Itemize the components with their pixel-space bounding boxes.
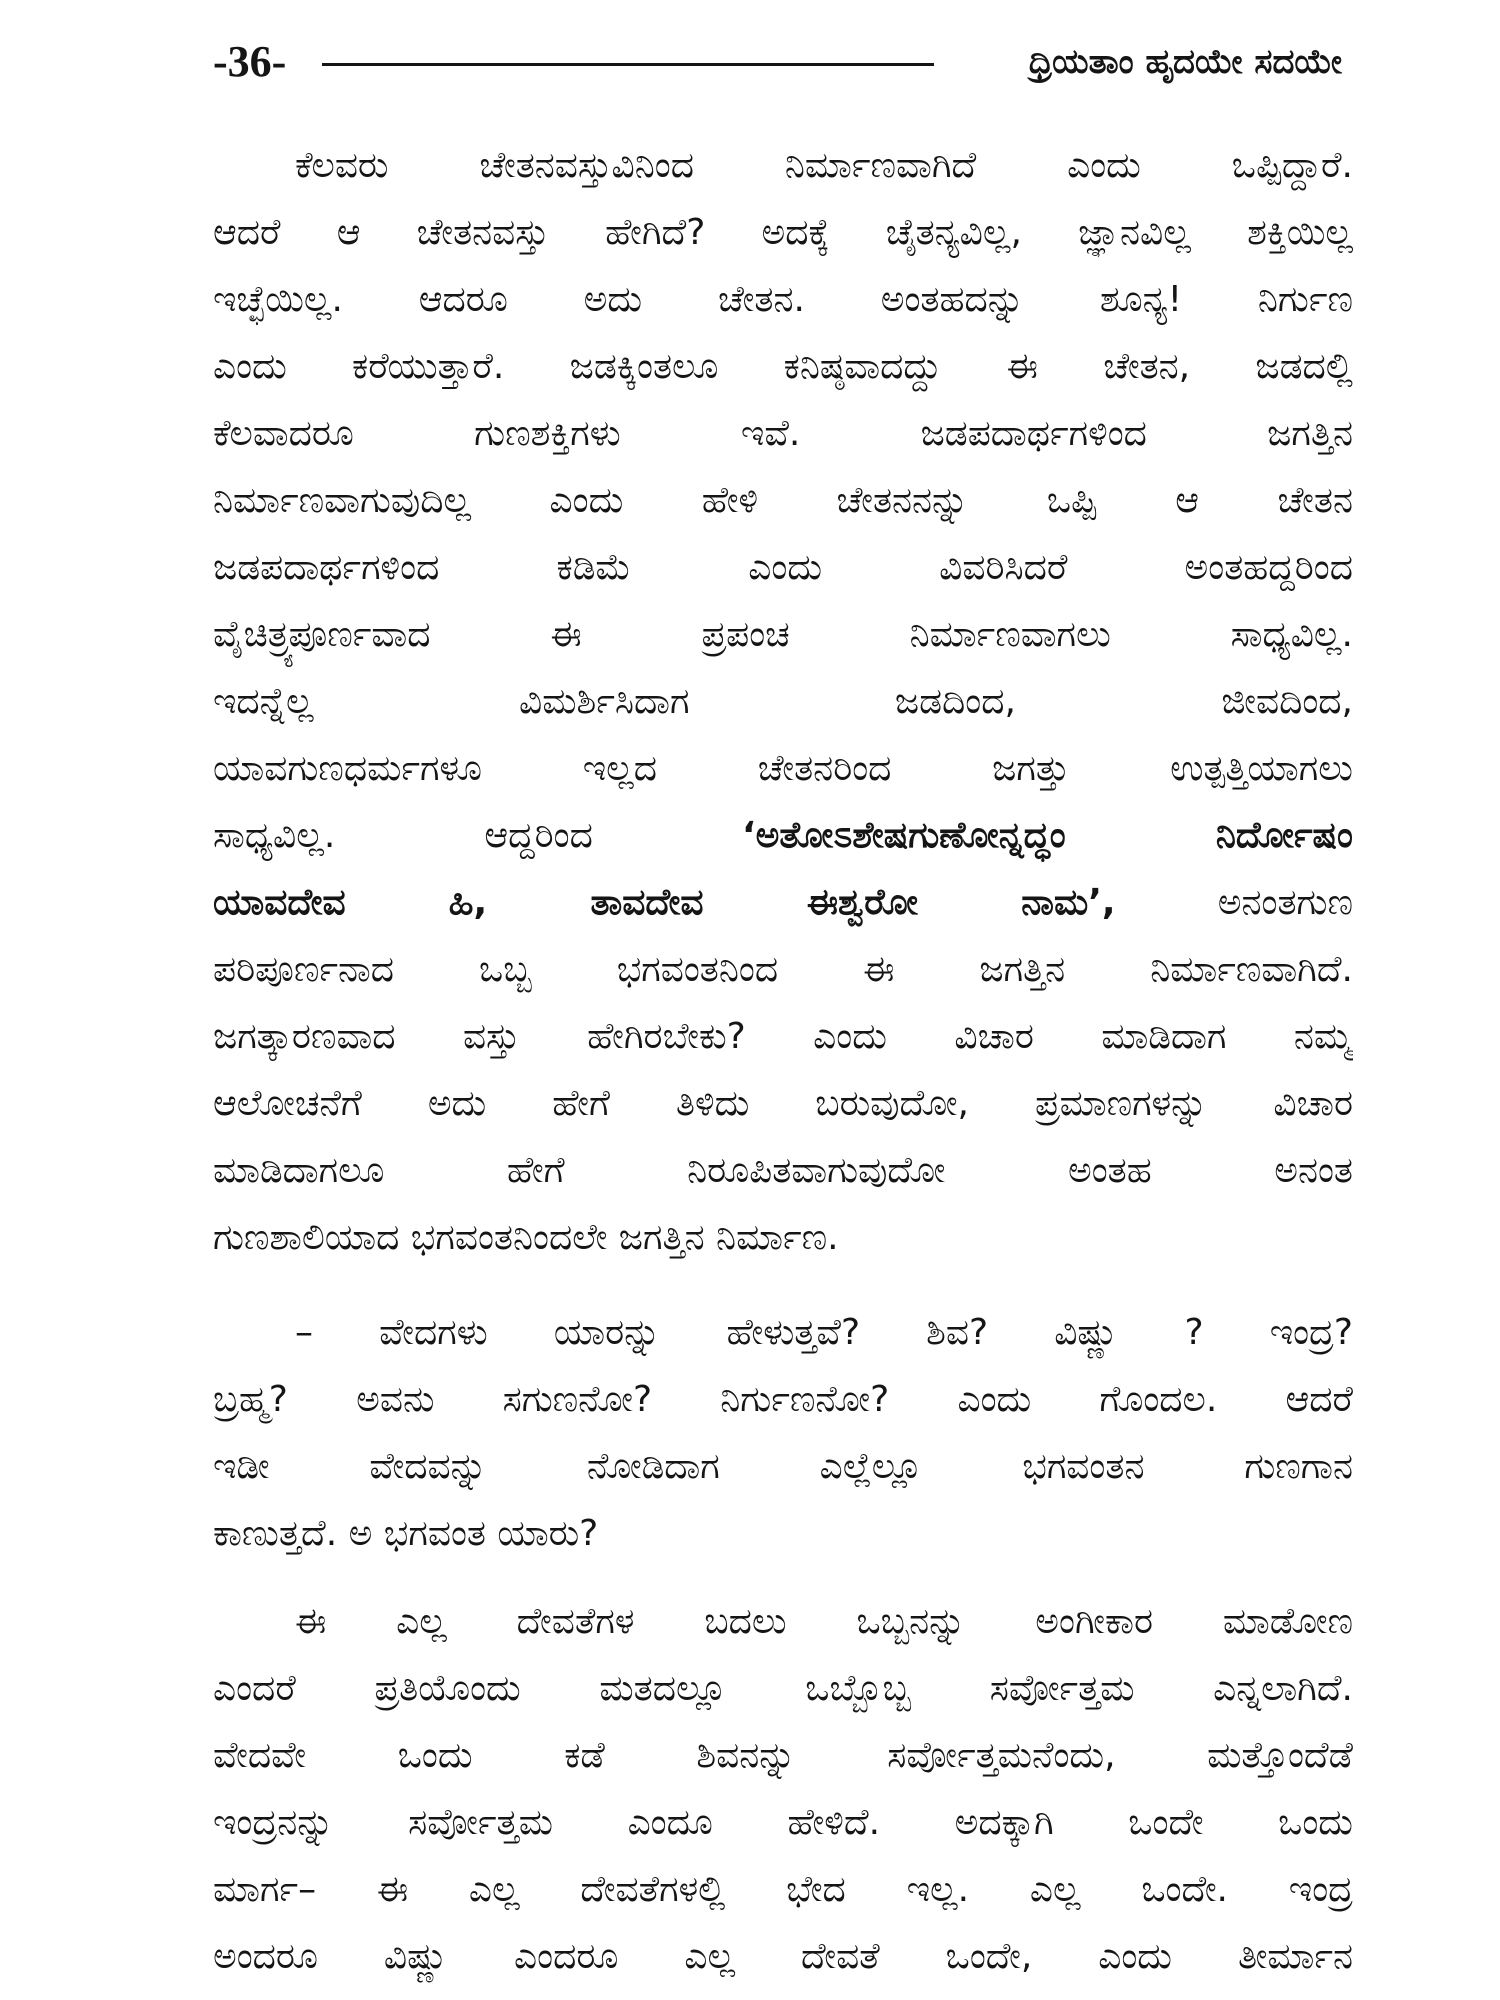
- text-line: ಆಲೋಚನೆಗೆ ಅದು ಹೇಗೆ ತಿಳಿದು ಬರುವುದೋ, ಪ್ರಮಾಣಗಳನ್ನು ವಿಚಾರ: [213, 1083, 1353, 1124]
- text-line: ಜಡಪದಾರ್ಥಗಳಿಂದ ಕಡಿಮೆ ಎಂದು ವಿವರಿಸಿದರೆ ಅಂತಹದ್ದರಿಂದ: [213, 547, 1353, 588]
- text-line: ಆದರೆ ಆ ಚೇತನವಸ್ತು ಹೇಗಿದೆ? ಅದಕ್ಕೆ ಚೈತನ್ಯವಿಲ್ಲ, ಜ್ಞಾನವಿಲ್ಲ ಶಕ್ತಿಯಿಲ್ಲ: [213, 212, 1353, 253]
- line-text: ಸಾಧ್ಯವಿಲ್ಲ. ಆದ್ದರಿಂದ: [213, 815, 593, 856]
- text-line: ಯಾವಗುಣಧರ್ಮಗಳೂ ಇಲ್ಲದ ಚೇತನರಿಂದ ಜಗತ್ತು ಉತ್ಪತ್ತಿಯಾಗಲು: [213, 748, 1353, 789]
- text-line: ಈ ಎಲ್ಲ ದೇವತೆಗಳ ಬದಲು ಒಬ್ಬನನ್ನು ಅಂಗೀಕಾರ ಮಾಡೋಣ: [295, 1601, 1353, 1642]
- text-line: ವೇದವೇ ಒಂದು ಕಡೆ ಶಿವನನ್ನು ಸರ್ವೋತ್ತಮನೆಂದು, ಮತ್ತೊಂದೆಡೆ: [213, 1735, 1353, 1776]
- text-line: ಬ್ರಹ್ಮ? ಅವನು ಸಗುಣನೋ? ನಿರ್ಗುಣನೋ? ಎಂದು ಗೊಂದಲ. ಆದರೆ: [213, 1379, 1353, 1420]
- text-line: ಪರಿಪೂರ್ಣನಾದ ಒಬ್ಬ ಭಗವಂತನಿಂದ ಈ ಜಗತ್ತಿನ ನಿರ್ಮಾಣವಾಗಿದೆ.: [213, 949, 1353, 990]
- header-rule: [322, 63, 934, 66]
- text-line: ವೈಚಿತ್ರ್ಯಪೂರ್ಣವಾದ ಈ ಪ್ರಪಂಚ ನಿರ್ಮಾಣವಾಗಲು ಸಾಧ್ಯವಿಲ್ಲ.: [213, 614, 1353, 655]
- text-line: ಮಾಡಿದಾಗಲೂ ಹೇಗೆ ನಿರೂಪಿತವಾಗುವುದೋ ಅಂತಹ ಅನಂತ: [213, 1150, 1353, 1191]
- page-number: -36-: [213, 37, 287, 86]
- text-line: ಇಡೀ ವೇದವನ್ನು ನೋಡಿದಾಗ ಎಲ್ಲೆಲ್ಲೂ ಭಗವಂತನ ಗುಣಗಾನ: [213, 1446, 1353, 1487]
- paragraph: [213, 132, 1353, 1271]
- text-line: ಎಂದರೆ ಪ್ರತಿಯೊಂದು ಮತದಲ್ಲೂ ಒಬ್ಬೊಬ್ಬ ಸರ್ವೋತ್ತಮ ಎನ್ನಲಾಗಿದೆ.: [213, 1668, 1353, 1709]
- running-title: ಧ್ರಿಯತಾಂ ಹೃದಯೇ ಸದಯೇ: [1028, 42, 1342, 82]
- bold-sanskrit-quote: ‘ಅತೋಽಶೇಷಗುಣೋನ್ನದ್ಧಂ ನಿರ್ದೋಷಂ: [741, 815, 1353, 856]
- text-line: [213, 869, 1353, 936]
- text-line: ಎಂದು ಕರೆಯುತ್ತಾರೆ. ಜಡಕ್ಕಿಂತಲೂ ಕನಿಷ್ಠವಾದದ್ದು ಈ ಚೇತನ, ಜಡದಲ್ಲಿ: [213, 346, 1353, 387]
- paragraph: [213, 1299, 1353, 1567]
- text-line: ಇಂದ್ರನನ್ನು ಸರ್ವೋತ್ತಮ ಎಂದೂ ಹೇಳಿದೆ. ಅದಕ್ಕಾಗಿ ಒಂದೇ ಒಂದು: [213, 1802, 1353, 1843]
- text-line: ಇಚ್ಛೆಯಿಲ್ಲ. ಆದರೂ ಅದು ಚೇತನ. ಅಂತಹದನ್ನು ಶೂನ್ಯ! ನಿರ್ಗುಣ: [213, 279, 1353, 320]
- text-line: ಕೆಲವರು ಚೇತನವಸ್ತುವಿನಿಂದ ನಿರ್ಮಾಣವಾಗಿದೆ ಎಂದು ಒಪ್ಪಿದ್ದಾರೆ.: [295, 145, 1353, 186]
- paragraph: [213, 1588, 1353, 1990]
- text-line: ಗುಣಶಾಲಿಯಾದ ಭಗವಂತನಿಂದಲೇ ಜಗತ್ತಿನ ನಿರ್ಮಾಣ.: [213, 1217, 839, 1258]
- text-line: ಜಗತ್ಕಾರಣವಾದ ವಸ್ತು ಹೇಗಿರಬೇಕು? ಎಂದು ವಿಚಾರ ಮಾಡಿದಾಗ ನಮ್ಮ: [213, 1016, 1353, 1057]
- text-line: ಕೆಲವಾದರೂ ಗುಣಶಕ್ತಿಗಳು ಇವೆ. ಜಡಪದಾರ್ಥಗಳಿಂದ ಜಗತ್ತಿನ: [213, 413, 1353, 454]
- text-line: ಮಾರ್ಗ– ಈ ಎಲ್ಲ ದೇವತೆಗಳಲ್ಲಿ ಭೇದ ಇಲ್ಲ. ಎಲ್ಲ ಒಂದೇ. ಇಂದ್ರ: [213, 1869, 1353, 1910]
- line-text: ಅನಂತಗುಣ: [1217, 882, 1353, 923]
- text-line: ಇದನ್ನೆಲ್ಲ ವಿಮರ್ಶಿಸಿದಾಗ ಜಡದಿಂದ, ಜೀವದಿಂದ,: [213, 681, 1353, 722]
- text-line: ಕಾಣುತ್ತದೆ. ಅ ಭಗವಂತ ಯಾರು?: [213, 1513, 599, 1554]
- text-line: ನಿರ್ಮಾಣವಾಗುವುದಿಲ್ಲ ಎಂದು ಹೇಳಿ ಚೇತನನನ್ನು ಒಪ್ಪಿ ಆ ಚೇತನ: [213, 480, 1353, 521]
- bold-sanskrit-quote: ಯಾವದೇವ ಹಿ, ತಾವದೇವ ಈಶ್ವರೋ ನಾಮ’,: [213, 882, 1116, 923]
- text-line: [213, 802, 1353, 869]
- text-line: – ವೇದಗಳು ಯಾರನ್ನು ಹೇಳುತ್ತವೆ? ಶಿವ? ವಿಷ್ಣು ? ಇಂದ್ರ?: [295, 1312, 1353, 1353]
- text-line: ಅಂದರೂ ವಿಷ್ಣು ಎಂದರೂ ಎಲ್ಲ ದೇವತೆ ಒಂದೇ, ಎಂದು ತೀರ್ಮಾನ: [213, 1936, 1353, 1977]
